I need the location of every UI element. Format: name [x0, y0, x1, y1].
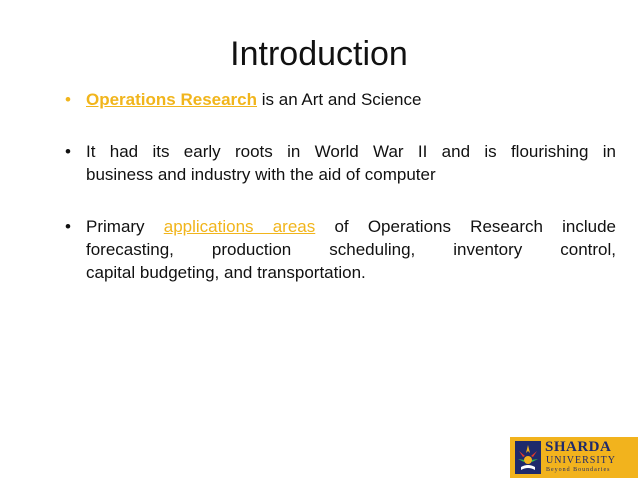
bullet-item: [65, 140, 616, 186]
operations-research-link[interactable]: Operations Research: [86, 90, 258, 109]
bullet-item: [65, 88, 616, 111]
logo-emblem-icon: [515, 441, 541, 474]
logo-tagline: Beyond Boundaries: [546, 467, 611, 473]
bullet-text-line: [86, 215, 616, 238]
bullet-text: of Operations Research include: [315, 217, 617, 236]
bullet-text-line: capital budgeting, and transportation.: [86, 263, 366, 282]
logo-subtitle: UNIVERSITY: [546, 455, 616, 466]
bullet-marker: •: [65, 142, 71, 161]
bullet-item: [65, 215, 617, 284]
bullet-text-line: business and industry with the aid of computer: [86, 165, 436, 184]
bullet-marker: •: [65, 217, 71, 236]
bullet-list: [65, 88, 617, 284]
bullet-text: Primary: [86, 217, 164, 236]
bullet-text-line: forecasting, production scheduling, inventory control,: [86, 240, 616, 259]
bullet-text: is an Art and Science: [257, 90, 422, 109]
bullet-marker: •: [65, 90, 71, 109]
bullet-text-line: It had its early roots in World War II and is flourishing in: [86, 142, 616, 161]
applications-areas-link[interactable]: applications areas: [163, 217, 316, 236]
sharda-university-logo: [510, 437, 638, 478]
slide-title: Introduction: [230, 35, 408, 73]
logo-name: SHARDA: [545, 439, 612, 455]
